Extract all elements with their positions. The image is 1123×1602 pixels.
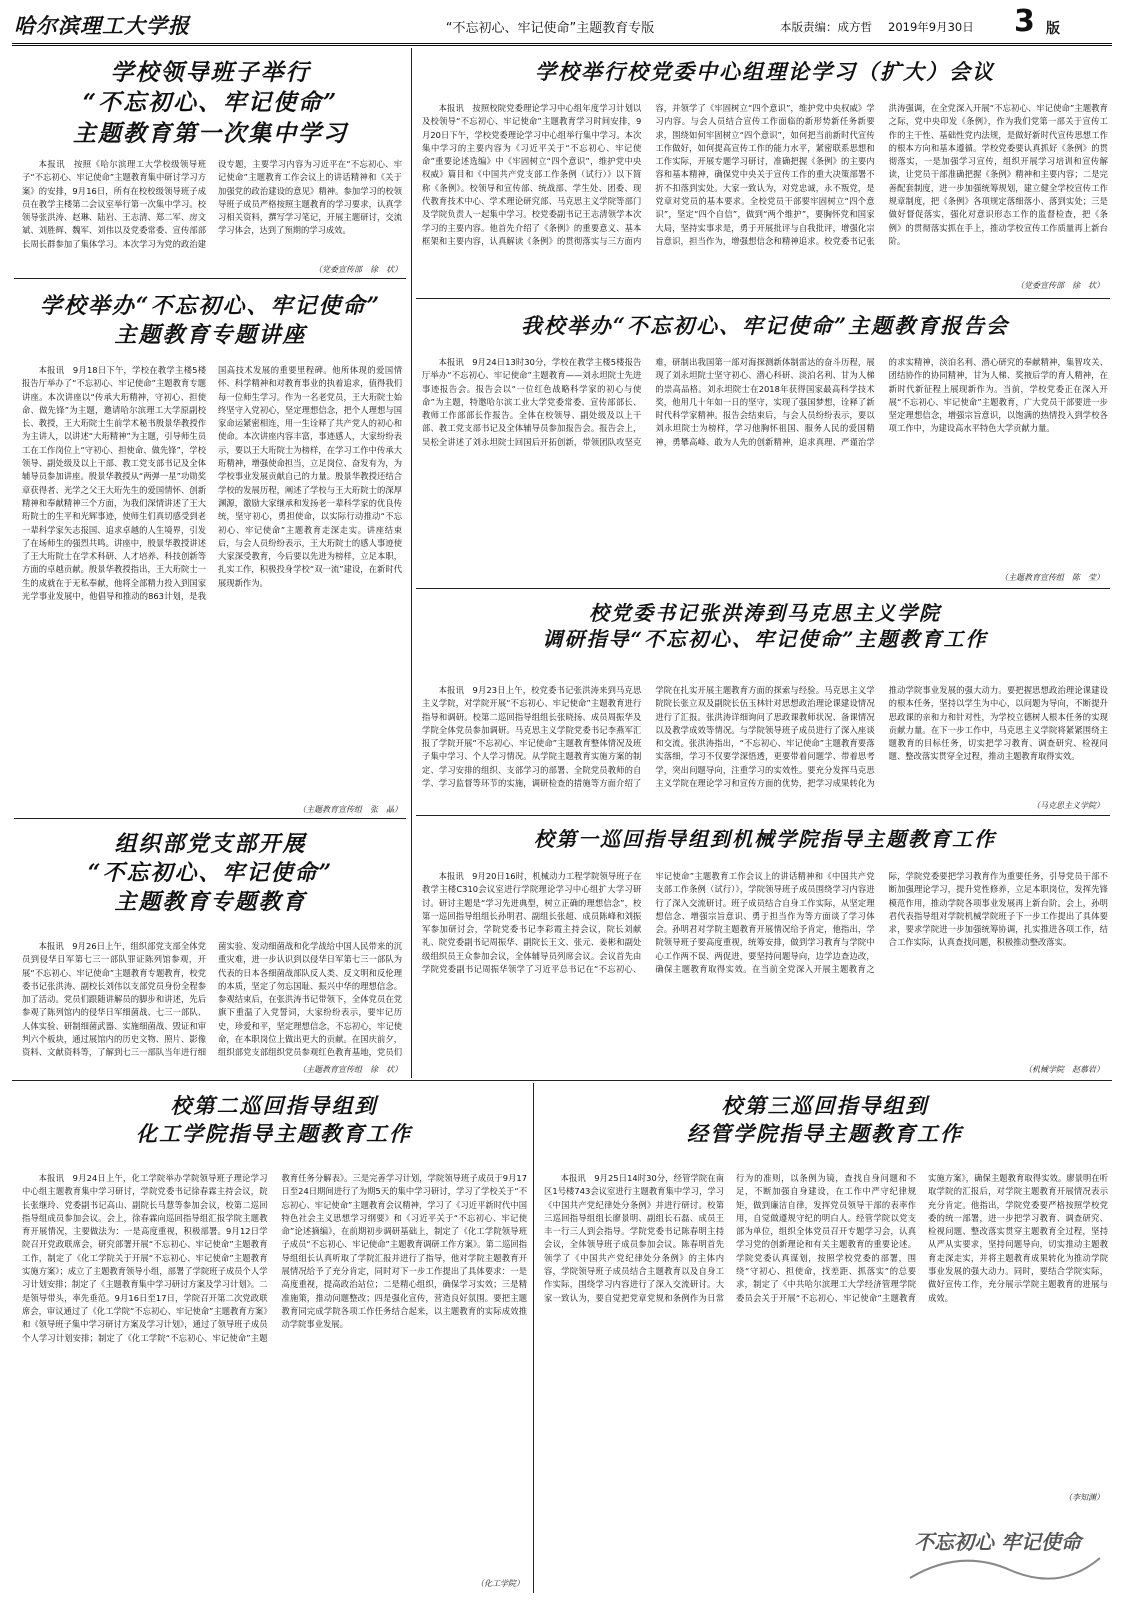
column-divider (533, 1083, 534, 1593)
headline-report-meeting (420, 312, 1110, 352)
headline-management-school (540, 1092, 1110, 1164)
section-divider (14, 278, 406, 279)
headline-theory-study-meeting (420, 58, 1110, 98)
headline-text: 校第一巡回指导组到机械学院指导主题教育工作 (534, 827, 996, 851)
headline-text: 校第三巡回指导组到 经管学院指导主题教育工作 (687, 1093, 963, 1146)
headline-marxism-school-visit (420, 600, 1110, 676)
calligraphy-decoration (900, 1508, 1110, 1592)
headline-text: 学校领导班子举行 “不忘初心、牢记使命” 主题教育第一次集中学习 (73, 59, 348, 147)
section-divider (14, 818, 406, 819)
byline-theory-study-meeting: （党委宣传部 徐 状） (1016, 281, 1104, 290)
headline-text: 学校举办“不忘初心、牢记使命” 主题教育专题讲座 (39, 293, 382, 349)
section-divider (12, 1080, 1112, 1081)
article-body-marxism-school-visit: 本报讯 9月23日上午，校党委书记张洪涛来到马克思主义学院，对学院开展“不忘初心、牢记使命”主题教育进行指导和调研。校第二巡回指导组组长张晓扬、成员周振华及学院全体党员参加调研。马克思主义学院党委书记李燕军汇报了学院开展“不忘初心、牢记使命”主题教育整体情况及班子集中学习、个人学习情况。从学院主题教育实施方案的制定、学习安排的组织、支部学习的部署、全院党员教师的自学、学习监督等环节的实施，调研检查的措施等方面介绍了学院在扎实开展主题教育方面的探索与经验。马克思主义学院院长张立双及副院长伍玉林针对思想政治理论课建设情况进行了汇报。张洪涛详细询问了思政课教师状况、备课情况以及教学成效等情况。与学院领导班子成员进行了深入座谈和交流。张洪涛指出，“不忘初心、牢记使命”主题教育要落实落细，学习不仅要学深悟透，更要带着问题学、带着思考学，突出问题导向，注重学习的实效性。要充分发挥马克思主义学院在理论学习和宣传方面的优势，把学习成果转化为推动学院事业发展的强大动力。要把握思想政治理论课建设的根本任务，坚持以学生为中心，以问题为导向，不断提升思政课的亲和力和针对性，为学校立德树人根本任务的实现贡献力量。在下一步工作中，马克思主义学院将紧紧围绕主题教育的目标任务，切实把学习教育、调查研究、检视问题、整改落实贯穿全过程，推动主题教育取得实效。 (422, 685, 1108, 789)
byline-mechanical-school: （机械学院 赵慕岩） (1024, 1065, 1104, 1074)
headline-text: 校党委书记张洪涛到马克思主义学院 调研指导“不忘初心、牢记使命”主题教育工作 (542, 601, 988, 652)
headline-lecture (18, 292, 403, 362)
article-body-organization-dept: 本报讯 9月26日上午，组织部党支部全体党员到侵华日军第七三一部队罪证陈列馆参观，开展“不忘初心、牢记使命”主题教育专题教育，校党委书记张洪涛、副校长刘伟以支部党员身份全程参加了活动。党员们跟随讲解员的脚步和讲述，先后参观了陈列馆内的侵华日军细菌战、七三一部队、人体实验、研制细菌武器、实施细菌战、毁证和审判六个板块，通过展馆内的历史文物、照片、影像资料、文献资料等，了解到七三一部队当年进行细菌实验、发动细菌战和化学战给中国人民带来的沉重灾难，进一步认识到以侵华日军第七三一部队为代表的日本各细菌战部队反人类、反文明和反伦理的本质，坚定了勿忘国耻、振兴中华的理想信念。参观结束后，在张洪涛书记带领下，全体党员在党旗下重温了入党誓词，大家纷纷表示，要牢记历史，珍爱和平，坚定理想信念，不忘初心，牢记使命，在本职岗位上做出更大的贡献。在国庆前夕，组织部党支部组织党员参观红色教育基地，党员们 (22, 941, 402, 1058)
section-divider (416, 815, 1110, 816)
masthead-rule (12, 43, 1112, 46)
page-number: 3 (1014, 4, 1035, 39)
article-body-leadership-study: 本报讯 按照《哈尔滨理工大学校级领导班子“不忘初心、牢记使命”主题教育集中研讨学习方案》的安排，9月16日，所有在校校级领导班子成员在教学主楼第二会议室举行第一次集中学习。校领导张洪涛、赵琳、陆岩、王志清、郑二军、房文斌、刘胜辉、魏军、刘伟以及党委常委、宣传部部长周长群参加了集体学习。本次学习为党的政治建设专题，主要学习内容为习近平在“不忘初心、牢记使命”主题教育工作会议上的讲话精神和《关于加强党的政治建设的意见》精神。参加学习的校领导班子成员严格按照主题教育的学习要求，认真学习相关资料，撰写学习笔记，开展主题研讨，交流学习体会，达到了预期的学习成效。 (22, 159, 402, 249)
issue-date: 2019年9月30日 (888, 20, 974, 34)
byline-marxism-school-visit: （马克思主义学院） (1032, 801, 1104, 810)
byline-management-school: （李知渊） (1064, 1493, 1104, 1502)
page-editor: 本版责编：成方哲 (780, 20, 872, 34)
byline-report-meeting: （主题教育宣传组 陈 莹） (1000, 573, 1104, 582)
headline-text: 学校举行校党委中心组理论学习（扩大）会议 (535, 59, 995, 84)
page-unit: 版 (1046, 21, 1060, 37)
headline-text: 组织部党支部开展 “不忘初心、牢记使命” 主题教育专题教育 (87, 831, 334, 916)
article-body-report-meeting: 本报讯 9月24日13时30分，学校在教学主楼5楼报告厅举办“不忘初心、牢记使命”主题教育——刘永坦院士先进事迹报告会。报告会以“一位红色战略科学家的初心与使命”为主题，特邀哈尔滨工业大学党委常委、宣传部部长、教师工作部部长作报告。全体在校领导、副处级及以上干部、教工党支部书记及全体辅导员参加报告会。报告会上，吴松全讲述了刘永坦院士回国后开拓创新，带领团队攻坚克难，研制出我国第一部对海探测新体制雷达的奋斗历程，展现了刘永坦院士坚守初心、潜心科研、淡泊名利、甘为人梯的崇高品格。刘永坦院士在2018年获得国家最高科学技术奖，他用几十年如一日的坚守，实现了强国梦想，诠释了新时代科学家精神。报告会结束后，与会人员纷纷表示，要以刘永坦院士为榜样，学习他胸怀祖国、服务人民的爱国精神，勇攀高峰、敢为人先的创新精神，追求真理、严谨治学的求实精神，淡泊名利、潜心研究的奉献精神，集智攻关、团结协作的协同精神，甘为人梯、奖掖后学的育人精神，在新时代新征程上展现新作为。当前，学校党委正在深入开展“不忘初心、牢记使命”主题教育，广大党员干部要进一步坚定理想信念，增强宗旨意识，以饱满的热情投入到学校各项工作中，为建设高水平特色大学贡献力量。 (422, 357, 1108, 447)
headline-text: 校第二巡回指导组到 化工学院指导主题教育工作 (136, 1093, 412, 1146)
calligraphy-text: 不忘初心 牢记使命 (914, 1530, 1081, 1554)
newspaper-masthead: 哈尔滨理工大学报 (14, 13, 190, 38)
section-divider (416, 298, 1110, 299)
byline-chemical-school: （化工学院） (476, 1579, 524, 1588)
supplement-title: “不忘初心、牢记使命”主题教育专版 (445, 21, 655, 36)
byline-organization-dept: （主题教育宣传组 徐 状） (298, 1065, 402, 1074)
byline-leadership-study: （党委宣传部 徐 状） (314, 265, 402, 274)
headline-chemical-school (18, 1092, 530, 1164)
section-divider (416, 588, 1110, 589)
headline-mechanical-school (420, 826, 1110, 866)
headline-text: 我校举办“不忘初心、牢记使命”主题教育报告会 (520, 313, 1010, 338)
article-body-management-school: 本报讯 9月25日14时30分，经管学院在南区1号楼743会议室进行主题教育集中学习，学习《中国共产党纪律处分条例》并进行研讨。校第三巡回指导组组长廖景明、副组长石磊、成员王丰一行三人到会指导。学院党委书记陈春明主持会议，全体领导班子成员参加会议。陈春明首先领学了《中国共产党纪律处分条例》的主体内容，学院领导班子成员结合主题教育以及自身工作实际，围绕学习内容进行了深入交流研讨。大家一致认为，要自觉把党章党规和条例作为日常行为的准则，以条例为镜，查找自身问题和不足，不断加强自身建设，在工作中严守纪律规矩，做到廉洁自律，发挥党员领导干部的表率作用，自觉做遵规守纪的明白人。经管学院以党支部为单位，组织全体党员召开专题学习会，认真学习党的创新理论和有关主题教育的重要论述。学院党委认真谋划，按照学校党委的部署，围绕“守初心、担使命，找差距、抓落实”的总要求，制定了《中共哈尔滨理工大学经济管理学院委员会关于开展“不忘初心、牢记使命”主题教育实施方案》，确保主题教育取得实效。廖景明在听取学院的汇报后，对学院主题教育开展情况表示充分肯定。他指出，学院党委要严格按照学校党委的统一部署，进一步把学习教育、调查研究、检视问题、整改落实贯穿主题教育全过程，坚持从严从实要求，坚持问题导向，切实推动主题教育走深走实，并将主题教育成果转化为推动学院事业发展的强大动力。同时，要结合学院实际，做好宣传工作，充分展示学院主题教育的进展与成效。 (544, 1173, 1108, 1303)
headline-organization-dept (18, 830, 403, 940)
article-body-mechanical-school: 本报讯 9月20日16时，机械动力工程学院领导班子在教学主楼C310会议室进行学院理论学习中心组扩大学习研讨。研讨主题是“学习先进典型，树立正确的理想信念”，校第一巡回指导组组长孙明君、副组长张超、成员陈峰和刘振军参加研讨会，学院党委书记李彩霞主持会议，院长刘献礼、院党委副书记周振华、副院长王文、张元、姜彬和副处级组织员王众参加会议，全体辅导员列席会议。会议首先由学院党委副书记周振华领学了习近平总书记在“不忘初心、牢记使命”主题教育工作会议上的讲话精神和《中国共产党支部工作条例（试行）》，学院领导班子成员围绕学习内容进行了深入交流研讨。班子成员结合自身工作实际，从坚定理想信念、增强宗旨意识、勇于担当作为等方面谈了学习体会。孙明君对学院主题教育开展情况给予肯定，他指出，学院领导班子要高度重视，统筹安排，做到学习教育与学院中心工作两不误、两促进，要坚持问题导向，边学边查边改，确保主题教育取得实效。在当前全党深入开展主题教育之际，学院党委要把学习教育作为重要任务，引导党员干部不断加强理论学习，提升党性修养，立足本职岗位，发挥先锋模范作用，推动学院各项事业发展再上新台阶。会上，孙明君代表指导组对学院机械学院班子下一步工作提出了具体要求，要求学院进一步加强统筹协调，扎实推进各项工作，结合工作实际，认真查找问题，积极推动整改落实。 (422, 871, 1108, 975)
column-divider (411, 48, 412, 1078)
byline-lecture: （主题教育宣传组 张 晶） (298, 805, 402, 814)
headline-leadership-study (18, 58, 403, 168)
article-body-theory-study-meeting: 本报讯 按照校院党委理论学习中心组年度学习计划以及校领导“不忘初心、牢记使命”主题教育学习时间安排，9月20日下午，学校党委理论学习中心组举行集中学习。本次集中学习的主要内容为《习近平关于“不忘初心、牢记使命”重要论述选编》中《牢固树立“四个意识”，维护党中央权威》篇目和《中国共产党支部工作条例（试行）》以下简称《条例》。校领导和宣传部、统战部、学生处、团委、现代教育技术中心、学术理论研究部、马克思主义学院等部门及学院负责人一起集中学习。校党委副书记王志清领学本次学习的主要内容。他首先介绍了《条例》的重要意义、基本框架和主要内容，认真解读《条例》的贯彻落实与三方面内容，并领学了《牢固树立“四个意识”，维护党中央权威》学习内容。与会人员结合宣传工作面临的新形势新任务新要求，围绕如何牢固树立“四个意识”，如何把当前新时代宣传工作做好，如何提高宣传工作的能力水平，紧密联系思想和工作实际，开展专题学习研讨，准确把握《条例》的主要内容和基本精神，确保党中央关于宣传工作的重大决策部署不折不扣落到实处。大家一致认为，对党忠诚，永不叛党，是党章对党员的基本要求。全校党员干部要牢固树立“四个意识”，坚定“四个自信”，做到“两个维护”，要胸怀党和国家大局，坚持实事求是，勇于开展批评与自我批评，增强化宗旨意识，担当作为，增强想信念和精神追求。校党委书记张洪涛强调，在全党深入开展“不忘初心、牢记使命”主题教育之际，党中央印发《条例》，作为我们党第一部关于宣传工作的主干性、基础性党内法规，是做好新时代宣传思想工作的根本方向和基本遵循。学校党委要认真抓好《条例》的贯彻落实，一是加强学习宣传，组织开展学习培训和宣传解读，让党员干部准确把握《条例》精神和主要内容；二是完善配套制度，进一步加强统筹规划，建立健全学校宣传工作规章制度，把《条例》各项规定落细落小、落到实处；三是做好督促落实，强化对意识形态工作的监督检查，把《条例》的贯彻落实抓在手上，推动学校宣传工作质量再上新台阶。 (422, 103, 1108, 246)
article-body-lecture: 本报讯 9月18日下午，学校在教学主楼5楼报告厅举办了“不忘初心、牢记使命”主题教育专题讲座。本次讲座以“传承大珩精神，守初心、担使命、做先锋”为主题，邀请哈尔滨理工大学原副校长、教授，王大珩院士生前学术秘书殷景华教授作为主讲人，以讲述“大珩精神”为主题，引导师生员工在工作岗位上“守初心、担使命、做先锋”，学校领导、副处级及以上干部、教工党支部书记及全体辅导员参加讲座。殷景华教授从“两弹一星”功勋奖章获得者、光学之父王大珩先生的爱国情怀、创新精神和奉献精神三个方面，为我们深情讲述了王大珩院士的生平和光辉事迹，使师生们真切感受到老一辈科学家矢志报国、追求卓越的人生境界，引发了在场师生的强烈共鸣。讲座中，殷景华教授讲述了王大珩院士在学术科研、人才培养、科技创新等方面的卓越贡献。殷景华教授指出，王大珩院士一生的成就在于无私奉献，他将全部精力投入到国家光学事业发展中，他倡导和推动的863计划，是我国高技术发展的重要里程碑。他所体现的爱国情怀、科学精神和对教育事业的执着追求，值得我们每一位师生学习。作为一名老党员，王大珩院士始终坚守入党初心，坚定理想信念，把个人理想与国家命运紧密相连，用一生诠释了共产党人的初心和使命。本次讲座内容丰富，事迹感人，大家纷纷表示，要以王大珩院士为榜样，在学习工作中传承大珩精神，增强使命担当，立足岗位、奋发有为，为学校事业发展贡献自己的力量。殷景华教授还结合学校的发展历程，阐述了学校与王大珩院士的深厚渊源，激励大家继承和发扬老一辈科学家的优良传统，坚守初心，勇担使命，以实际行动推动“不忘初心、牢记使命”主题教育走深走实。讲座结束后，与会人员纷纷表示，王大珩院士的感人事迹使大家深受教育，今后要以先进为榜样，立足本职，扎实工作，积极投身学校“双一流”建设，在新时代展现新作为。 (22, 365, 402, 602)
article-body-chemical-school: 本报讯 9月24日上午，化工学院举办学院领导班子理论学习中心组主题教育集中学习研讨，学院党委书记徐春霖主持会议，院长张继玲、党委副书记高山、副院长马慧等参加会议，校第二巡回指导组成员参加会议。会上，徐春霖向巡回指导组汇报学院主题教育开展情况，主要做法为：一是高度重视，积极部署。9月12日学院召开党政联席会，研究部署开展“不忘初心、牢记使命”主题教育工作，制定了《化工学院关于开展“不忘初心、牢记使命”主题教育实施方案》；成立了主题教育领导小组，部署了学院班子成员个人学习计划安排；制定了《主题教育集中学习研讨方案及学习计划》。二是领导带头，率先垂范。9月16日至17日，学院召开第二次党政联席会，审议通过了《化工学院“不忘初心、牢记使命”主题教育方案》和《领导班子集中学习研讨方案及学习计划》，通过了领导班子成员个人学习计划安排；制定了《化工学院“不忘初心、牢记使命”主题教育任务分解表》。三是完善学习计划，学院领导班子成员于9月17日至24日期间进行了为期5天的集中学习研讨，学习了学校关于“不忘初心、牢记使命”主题教育会议精神，学习了《习近平新时代中国特色社会主义思想学习纲要》和《习近平关于“不忘初心、牢记使命”论述摘编》，在前期初步调研基础上，制定了《化工学院领导班子成员“不忘初心、牢记使命”主题教育调研工作方案》。第二巡回指导组组长认真听取了学院汇报并进行了指导，他对学院主题教育开展情况给予了充分肯定，同时对下一步工作提出了具体要求：一是高度重视，提高政治站位；二是精心组织，确保学习实效；三是精准施策，推动问题整改；四是强化宣传，营造良好氛围。要把主题教育同完成学院各项工作任务结合起来，以主题教育的实际成效推动学院事业发展。 (22, 1173, 527, 1343)
